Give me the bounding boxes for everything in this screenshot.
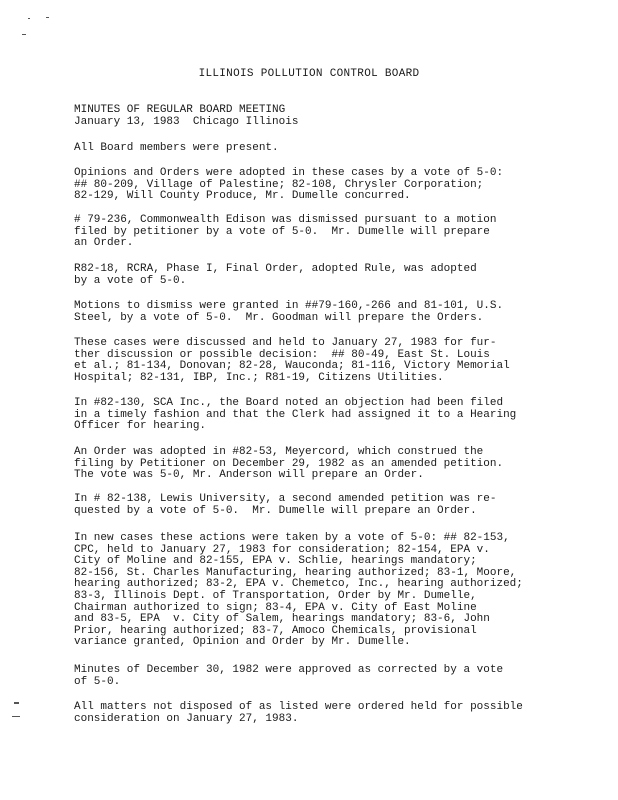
scan-artifact [46,17,49,18]
text-line: Chairman authorized to sign; 83-4, EPA v. City of East Moline [74,601,477,614]
text-line: ther discussion or possible decision: ## 80-49, East St. Louis [74,348,490,361]
held-cases-paragraph [74,338,574,384]
text-line: In #82-130, SCA Inc., the Board noted an objection had been filed [74,397,504,409]
text-line: Officer for hearing. [74,420,207,433]
scan-artifact [12,716,20,717]
text-line: quested by a vote of 5-0. Mr. Dumelle will prepare an Order. [74,504,477,517]
text-line: Hospital; 82-131, IBP, Inc.; R81-19, Citizens Utilities. [74,371,444,384]
document-title: ILLINOIS POLLUTION CONTROL BOARD [198,68,420,80]
text-line: in a timely fashion and that the Clerk had assigned it to a Hearing [74,408,517,421]
text-line: All Board members were present. [74,142,279,154]
text-line: January 13, 1983 Chicago Illinois [74,115,299,128]
text-line: 83-3, Illinois Dept. of Transportation, Order by Mr. Dumelle, [74,589,477,602]
text-line: CPC, held to January 27, 1983 for consideration; 82-154, EPA v. [74,543,490,556]
attendance-paragraph [74,143,574,155]
scan-artifact [22,34,26,35]
text-line: consideration on January 27, 1983. [74,712,299,725]
meeting-header [74,105,574,128]
text-line: by a vote of 5-0. [74,274,187,287]
objection-paragraph [74,398,574,433]
scan-artifact [28,18,30,19]
text-line: # 79-236, Commonwealth Edison was dismissed pursuant to a motion [74,214,497,226]
motions-paragraph [74,301,574,324]
order-paragraph [74,447,574,482]
text-line: These cases were discussed and held to January 27, 1983 for fur- [74,337,497,349]
text-line: et al.; 81-134, Donovan; 82-28, Wauconda; 81-116, Victory Memorial [74,360,510,373]
text-line: Prior, hearing authorized; 83-7, Amoco Chemicals, provisional [74,624,477,637]
text-line: variance granted, Opinion and Order by Mr. Dumelle. [74,636,411,649]
text-line: The vote was 5-0, Mr. Anderson will prepare an Order. [74,469,424,482]
text-line: An Order was adopted in #82-53, Meyercord, which construed the [74,446,484,458]
dismissal-paragraph [74,215,574,250]
text-line: filing by Petitioner on December 29, 1982 as an amended petition. [74,457,504,470]
text-line: Opinions and Orders were adopted in these cases by a vote of 5-0: [74,167,504,179]
new-cases-paragraph [74,533,574,649]
text-line: and 83-5, EPA v. City of Salem, hearings mandatory; 83-6, John [74,613,490,626]
scan-artifact [14,702,19,704]
text-line: 82-156, St. Charles Manufacturing, hearing authorized; 83-1, Moore, [74,566,517,579]
text-line: Minutes of December 30, 1982 were approved as corrected by a vote [74,664,504,676]
held-matters-paragraph [74,702,574,725]
text-line: of 5-0. [74,675,121,688]
text-line: filed by petitioner by a vote of 5-0. Mr. Dumelle will prepare [74,225,490,238]
text-line: ## 80-209, Village of Palestine; 82-108, Chrysler Corporation; [74,178,484,191]
text-line: City of Moline and 82-155, EPA v. Schlie, hearings mandatory; [74,555,477,568]
text-line: Motions to dismiss were granted in ##79-160,-266 and 81-101, U.S. [74,300,504,312]
opinions-paragraph [74,168,574,203]
amended-petition-paragraph [74,494,574,517]
text-line: In # 82-138, Lewis University, a second amended petition was re- [74,493,497,505]
rule-paragraph [74,264,574,287]
text-line: 82-129, Will County Produce, Mr. Dumelle concurred. [74,190,411,203]
text-line: hearing authorized; 83-2, EPA v. Chemetco, Inc., hearing authorized; [74,578,523,591]
text-line: R82-18, RCRA, Phase I, Final Order, adopted Rule, was adopted [74,263,477,275]
text-line: In new cases these actions were taken by a vote of 5-0: ## 82-153, [74,532,510,544]
minutes-approval-paragraph [74,665,574,688]
text-line: an Order. [74,237,134,250]
text-line: Steel, by a vote of 5-0. Mr. Goodman will prepare the Orders. [74,311,484,324]
text-line: All matters not disposed of as listed were ordered held for possible [74,701,523,713]
text-line: MINUTES OF REGULAR BOARD MEETING [74,104,286,116]
